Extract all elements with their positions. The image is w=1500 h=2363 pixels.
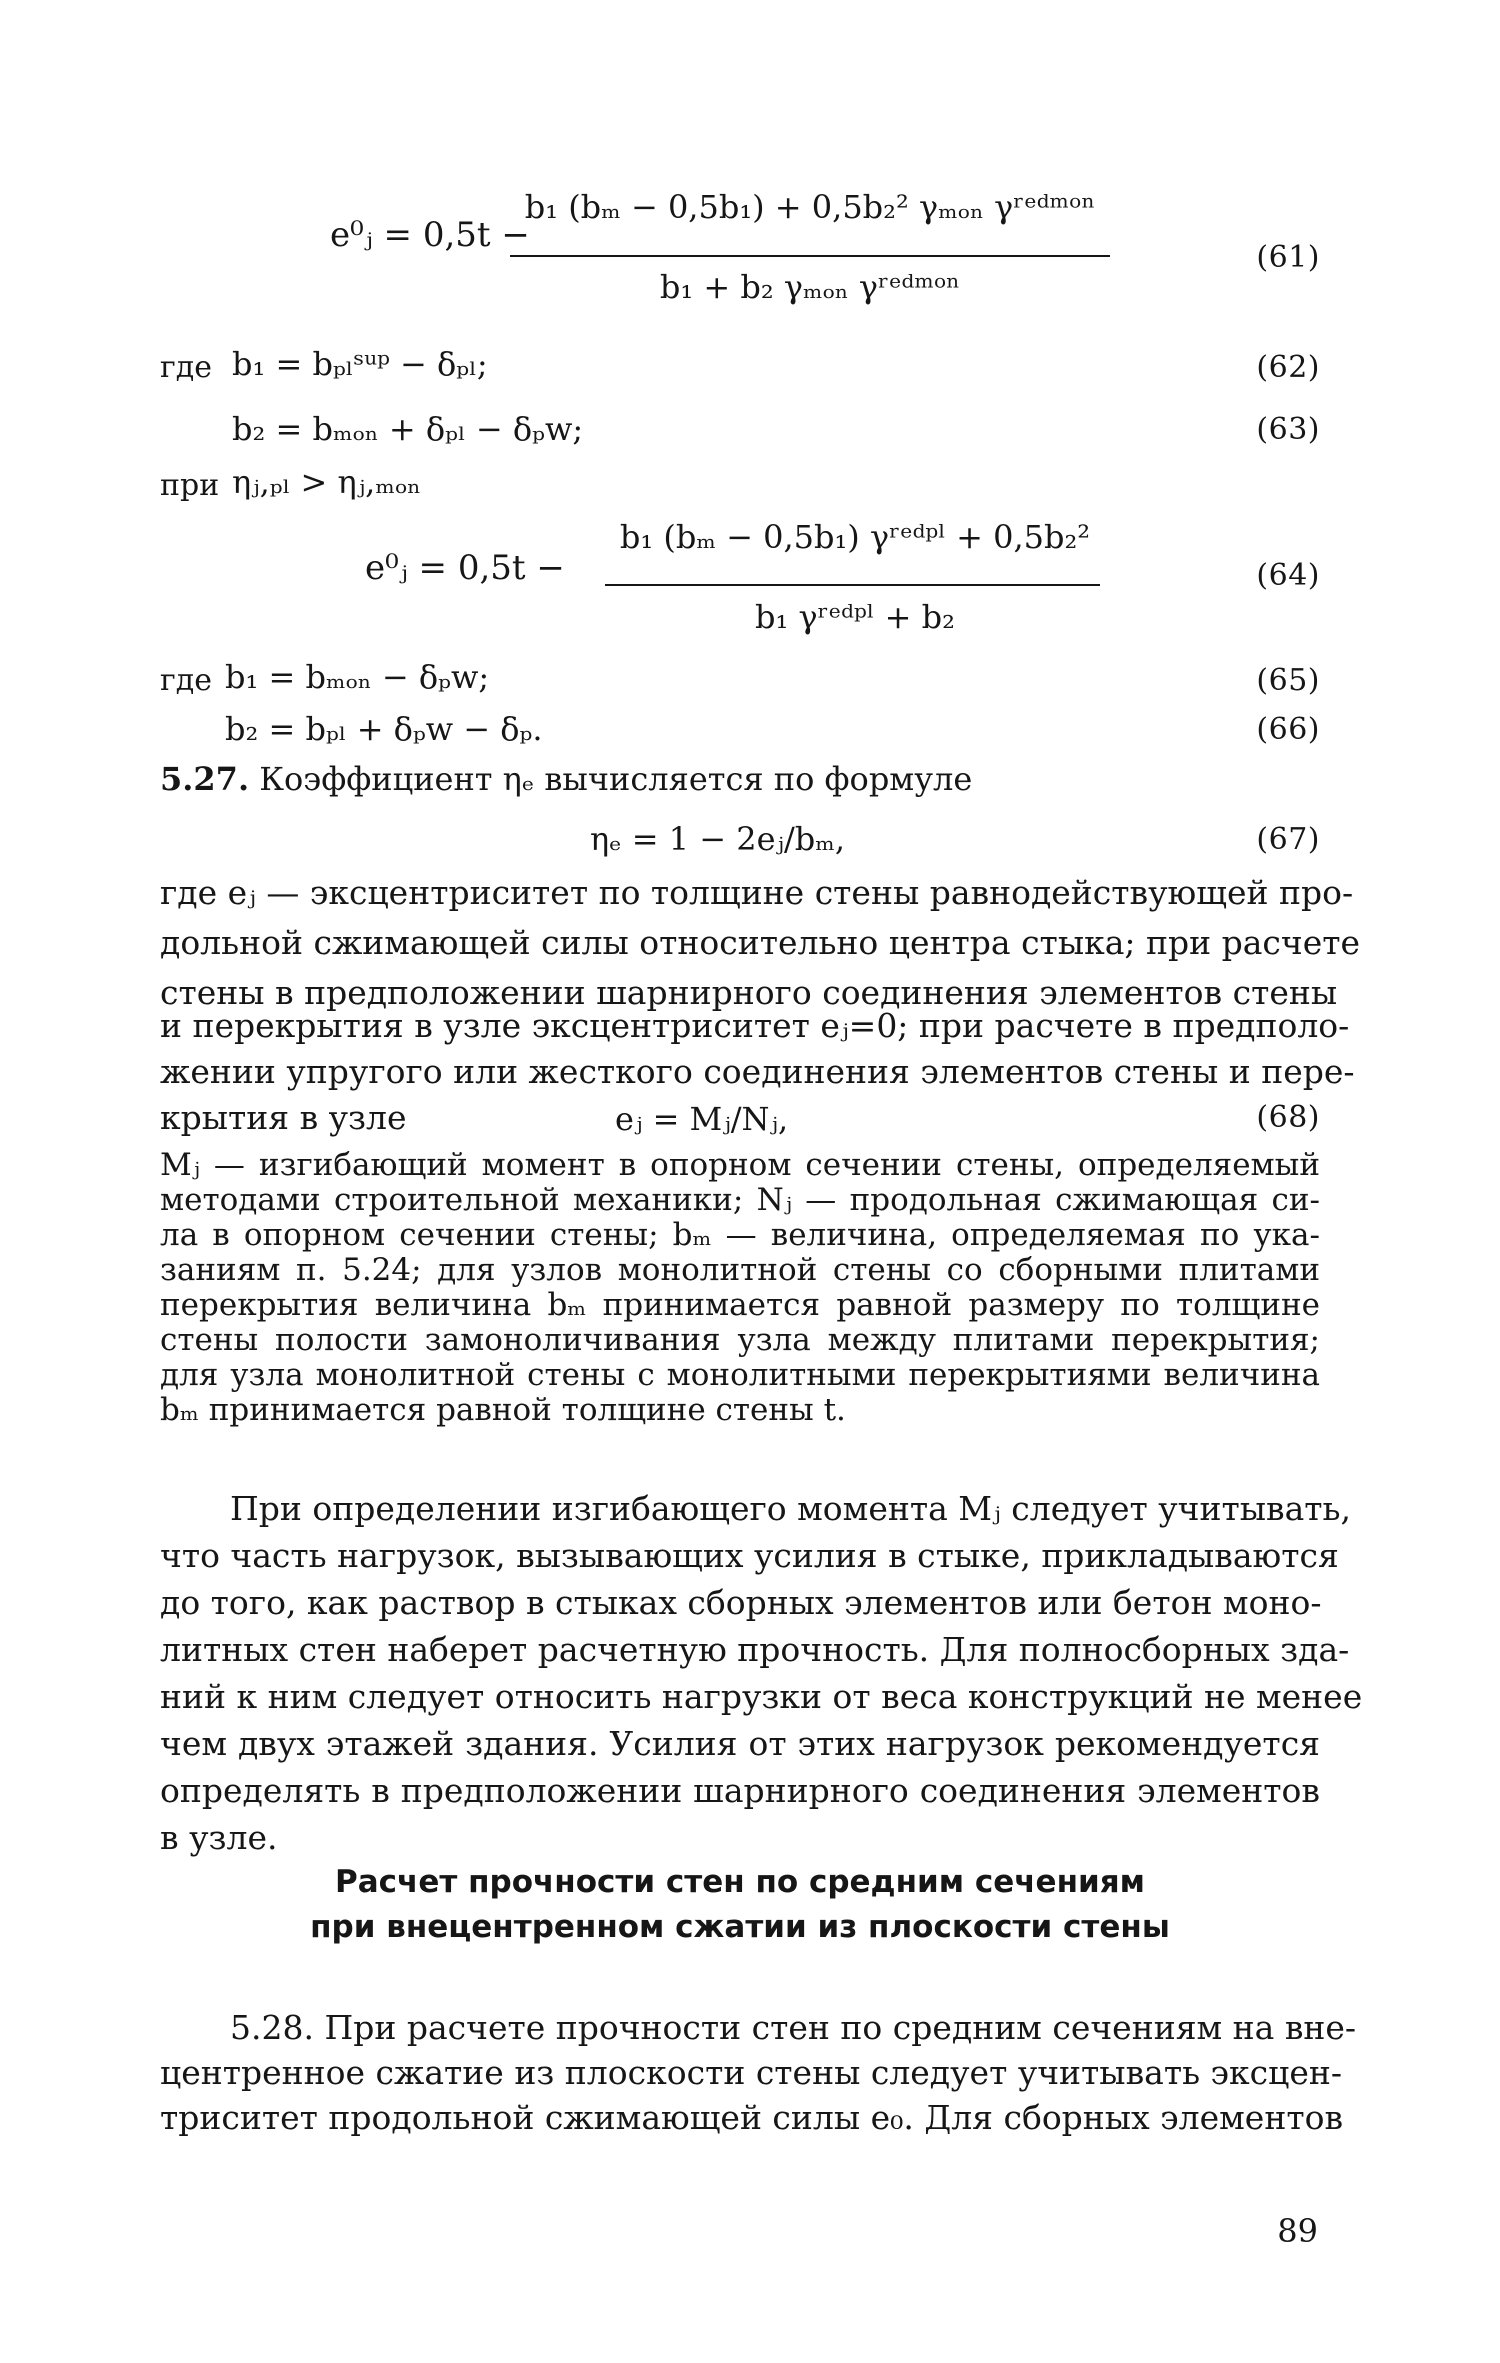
text-line: стены полости замоноличивания узла между плитами перекрытия; [160, 1322, 1320, 1358]
equation-number-62: (62) [1256, 350, 1320, 385]
text-line: При определении изгибающего момента Mⱼ следует учитывать, [230, 1489, 1351, 1528]
equation-number-65: (65) [1256, 663, 1320, 698]
formula-62: b₁ = bₚₗˢᵘᵖ − δₚₗ; [232, 345, 488, 383]
text-line: что часть нагрузок, вызывающих усилия в стыке, прикладываются [160, 1536, 1339, 1575]
formula-68: eⱼ = Mⱼ/Nⱼ, [615, 1100, 789, 1138]
formula-65: b₁ = bₘₒₙ − δₚw; [225, 658, 490, 696]
text-line: методами строительной механики; Nⱼ — продольная сжимающая си- [160, 1182, 1320, 1218]
formula-63: b₂ = bₘₒₙ + δₚₗ − δₚw; [232, 410, 584, 448]
text-line: крытия в узле [160, 1098, 407, 1137]
equation-number-61: (61) [1256, 240, 1320, 275]
formula-65-prefix: где [160, 663, 212, 698]
formula-61-numerator: b₁ (bₘ − 0,5b₁) + 0,5b₂² γₘₒₙ γʳᵉᵈᵐᵒⁿ [524, 188, 1096, 226]
text-line: чем двух этажей здания. Усилия от этих нагрузок рекомендуется [160, 1724, 1320, 1763]
text-line: в узле. [160, 1818, 278, 1857]
text-line: определять в предположении шарнирного соединения элементов [160, 1771, 1320, 1810]
condition-expression: ηⱼ,ₚₗ > ηⱼ,ₘₒₙ [232, 463, 422, 501]
formula-64-lhs: e⁰ⱼ = 0,5t − [365, 548, 565, 588]
formula-64-denominator: b₁ γʳᵉᵈᵖˡ + b₂ [755, 598, 955, 636]
equation-number-67: (67) [1256, 822, 1320, 857]
section-5-27-lead [160, 760, 972, 798]
section-5-27-number: 5.27. [160, 760, 250, 798]
equation-number-64: (64) [1256, 558, 1320, 593]
equation-number-68: (68) [1256, 1100, 1320, 1135]
text-line: дольной сжимающей силы относительно центра стыка; при расчете [160, 923, 1361, 962]
text-line: до того, как раствор в стыках сборных элементов или бетон моно- [160, 1583, 1322, 1622]
section-5-27-text: Коэффициент ηₑ вычисляется по формуле [259, 760, 973, 798]
equation-number-63: (63) [1256, 412, 1320, 447]
formula-62-prefix: где [160, 350, 212, 385]
text-line: литных стен наберет расчетную прочность. Для полносборных зда- [160, 1630, 1350, 1669]
formula-64-numerator: b₁ (bₘ − 0,5b₁) γʳᵉᵈᵖˡ + 0,5b₂² [619, 518, 1091, 556]
condition-prefix: при [160, 468, 220, 503]
formula-61-denominator: b₁ + b₂ γₘₒₙ γʳᵉᵈᵐᵒⁿ [659, 268, 961, 306]
page-number: 89 [1277, 2212, 1318, 2250]
text-line: перекрытия величина bₘ принимается равной размеру по толщине [160, 1287, 1320, 1323]
formula-61-lhs: e⁰ⱼ = 0,5t − [330, 215, 530, 255]
text-line: для узла монолитной стены с монолитными перекрытиями величина [160, 1357, 1320, 1393]
text-line: жении упругого или жесткого соединения элементов стены и пере- [160, 1052, 1355, 1091]
text-line: заниям п. 5.24; для узлов монолитной стены со сборными плитами [160, 1252, 1320, 1288]
formula-61-fraction-bar [510, 255, 1110, 257]
paragraph-bending-moment-definition [160, 1148, 1320, 1428]
text-line: bₘ принимается равной толщине стены t. [160, 1392, 846, 1428]
text-line: 5.28. При расчете прочности стен по средним сечениям на вне- [230, 2008, 1357, 2047]
equation-number-66: (66) [1256, 712, 1320, 747]
paragraph-moment-determination [160, 1485, 1363, 1861]
section-heading [160, 1860, 1320, 1950]
formula-64-fraction-bar [605, 584, 1100, 586]
text-line: где eⱼ — эксцентриситет по толщине стены равнодействующей про- [160, 873, 1354, 912]
section-heading-line-1: Расчет прочности стен по средним сечениям [335, 1864, 1145, 1900]
text-line: триситет продольной сжимающей силы e₀. Для сборных элементов [160, 2098, 1344, 2137]
formula-67: ηₑ = 1 − 2eⱼ/bₘ, [590, 820, 846, 858]
paragraph-5-28 [160, 2005, 1357, 2140]
section-heading-line-2: при внецентренном сжатии из плоскости стены [310, 1909, 1170, 1945]
text-line: ний к ним следует относить нагрузки от веса конструкций не менее [160, 1677, 1363, 1716]
text-line: Mⱼ — изгибающий момент в опорном сечении стены, определяемый [160, 1147, 1320, 1183]
text-line: и перекрытия в узле эксцентриситет eⱼ=0; при расчете в предполо- [160, 1006, 1350, 1045]
text-line: центренное сжатие из плоскости стены следует учитывать эксцен- [160, 2053, 1343, 2092]
text-line: ла в опорном сечении стены; bₘ — величина, определяемая по ука- [160, 1217, 1320, 1253]
text-line: стены в предположении шарнирного соединения элементов стены [160, 973, 1338, 1012]
formula-66: b₂ = bₚₗ + δₚw − δₚ. [225, 710, 543, 748]
